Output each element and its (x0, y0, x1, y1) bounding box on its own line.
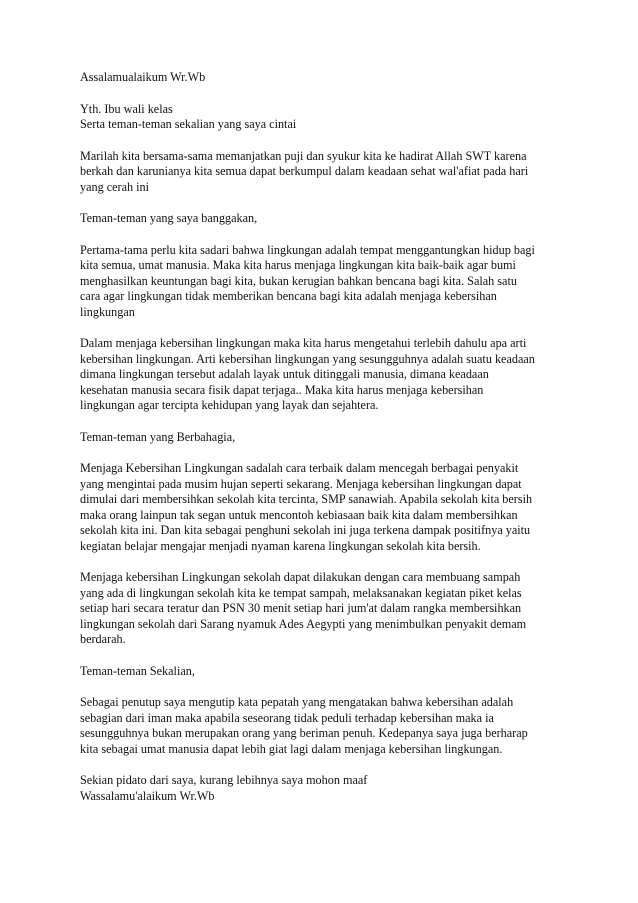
text-line: Teman-teman yang Berbahagia, (80, 429, 236, 444)
paragraph (80, 243, 570, 321)
paragraph (80, 211, 570, 227)
text-line: kita sebagai umat manusia dapat lebih giat lagi dalam menjaga kebersihan lingkungan. (80, 741, 503, 756)
paragraph (80, 773, 570, 804)
text-line: lingkungan agar tercipta kehidupan yang layak dan sejahtera. (80, 398, 379, 412)
paragraph (80, 461, 570, 554)
text-line: berdarah. (80, 632, 126, 646)
text-line: dimulai dari membersihkan sekolah kita tercinta, SMP sanawiah. Apabila sekolah kita bersih (80, 492, 533, 506)
text-line: Menjaga kebersihan Lingkungan sekolah dapat dilakukan dengan cara membuang sampah (80, 570, 521, 584)
text-line: Pertama-tama perlu kita sadari bahwa lingkungan adalah tempat menggantungkan hidup bagi (80, 242, 535, 257)
text-line: yang ada di lingkungan sekolah kita ke tempat sampah, melaksanakan kegiatan piket kelas (80, 585, 522, 600)
text-line: berkah dan karunianya kita semua dapat berkumpul dalam keadaan sehat wal'afiat pada hari (80, 164, 529, 178)
text-line: maka orang lainpun tak segan untuk mencontoh kebiasaan baik kita dalam membersihkan (80, 507, 518, 522)
text-line: setiap hari secara teratur dan PSN 30 menit setiap hari jum'at dalam rangka membersihkan (80, 601, 522, 615)
text-line: menghasilkan keuntungan bagi kita, bukan kerugian bahkan bencana bagi kita. Salah satu (80, 273, 517, 288)
text-line: Dalam menjaga kebersihan lingkungan maka kita harus mengetahui terlebih dahulu apa arti (80, 336, 527, 350)
text-line: lingkungan sekolah dari Sarang nyamuk Ades Aegypti yang menimbulkan penyakit demam (80, 616, 527, 631)
text-line: sebagian dari iman maka apabila seseorang tidak peduli terhadap kebersihan maka ia (80, 710, 494, 725)
text-line: Yth. Ibu wali kelas (80, 101, 173, 116)
paragraph (80, 149, 570, 196)
text-line: Wassalamu'alaikum Wr.Wb (80, 788, 215, 803)
text-line: kegiatan belajar mengajar menjadi nyaman karena lingkungan sekolah kita bersih. (80, 538, 481, 553)
text-line: lingkungan (80, 304, 135, 319)
paragraph (80, 695, 570, 757)
text-line: dimana lingkungan tersebut adalah layak untuk ditinggali manusia, dimana keadaan (80, 367, 489, 381)
text-line: kebersihan lingkungan. Arti kebersihan lingkungan yang sesungguhnya adalah suatu keadaan (80, 351, 535, 366)
text-line: yang mengintai pada musim hujan seperti sekarang. Menjaga kebersihan lingkungan dapat (80, 476, 522, 491)
paragraph (80, 102, 570, 133)
paragraph (80, 70, 570, 86)
document-page (80, 70, 570, 820)
text-line: kesehatan manusia secara fisik dapat terjaga.. Maka kita harus menjaga kebersihan (80, 382, 484, 397)
paragraph (80, 336, 570, 414)
text-line: Menjaga Kebersihan Lingkungan sadalah cara terbaik dalam mencegah berbagai penyakit (80, 461, 519, 475)
text-line: Sekian pidato dari saya, kurang lebihnya saya mohon maaf (80, 773, 368, 787)
text-line: Marilah kita bersama-sama memanjatkan puji dan syukur kita ke hadirat Allah SWT karena (80, 148, 527, 163)
text-line: Serta teman-teman sekalian yang saya cintai (80, 117, 297, 131)
paragraph (80, 430, 570, 446)
text-line: sesungguhnya bukan merupakan orang yang beriman penuh. Kedepanya saya juga berharap (80, 726, 528, 740)
text-line: yang cerah ini (80, 179, 150, 194)
text-line: cara agar lingkungan tidak memberikan bencana bagi kita adalah menjaga kebersihan (80, 289, 497, 303)
paragraph (80, 664, 570, 680)
text-line: kita semua, umat manusia. Maka kita harus menjaga lingkungan kita baik-baik agar bumi (80, 258, 516, 272)
text-line: Teman-teman Sekalian, (80, 663, 195, 678)
text-line: Sebagai penutup saya mengutip kata pepatah yang mengatakan bahwa kebersihan adalah (80, 695, 514, 709)
text-line: Teman-teman yang saya banggakan, (80, 211, 258, 225)
paragraph (80, 570, 570, 648)
text-line: sekolah kita ini. Dan kita sebagai penghuni sekolah ini juga terkena dampak positifnya yaitu (80, 523, 531, 537)
text-line: Assalamualaikum Wr.Wb (80, 70, 206, 84)
